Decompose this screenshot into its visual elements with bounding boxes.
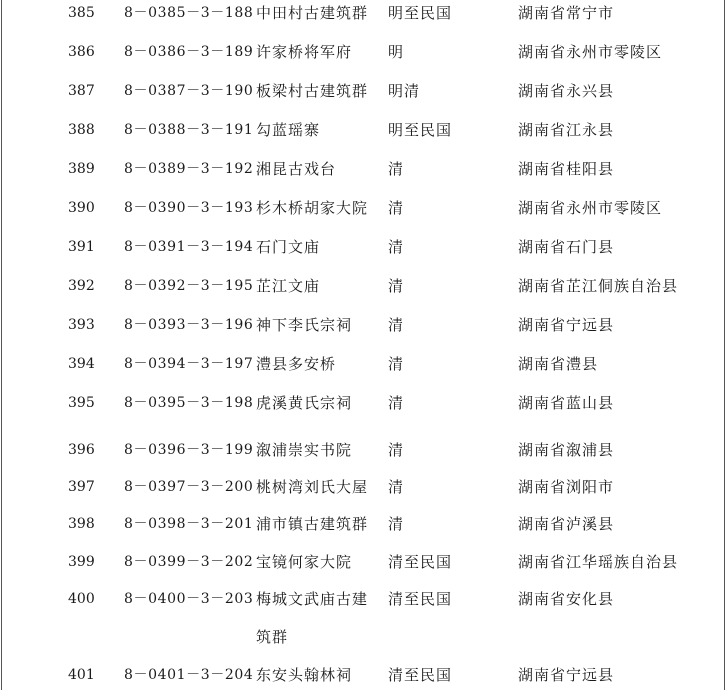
row-number: 386 — [68, 44, 95, 60]
table-row — [0, 477, 728, 509]
table-row — [0, 665, 728, 697]
row-number: 390 — [68, 200, 95, 216]
site-location: 湖南省江华瑶族自治县 — [518, 553, 679, 571]
site-location: 湖南省永州市零陵区 — [518, 199, 663, 217]
row-number: 399 — [68, 554, 95, 570]
site-location: 湖南省江永县 — [518, 121, 615, 139]
site-era: 清 — [388, 355, 405, 373]
site-location: 湖南省永州市零陵区 — [518, 43, 663, 61]
site-name: 石门文庙 — [256, 238, 321, 256]
table-row — [0, 315, 728, 347]
table-row — [0, 552, 728, 584]
table-row — [0, 120, 728, 152]
site-location: 湖南省永兴县 — [518, 82, 615, 100]
site-name: 芷江文庙 — [256, 277, 321, 295]
site-name: 浦市镇古建筑群 — [256, 515, 369, 533]
site-era: 清至民国 — [388, 666, 453, 684]
site-code: 8－0393－3－196 — [124, 317, 254, 333]
site-era: 明至民国 — [388, 4, 453, 22]
site-location: 湖南省宁远县 — [518, 316, 615, 334]
site-location: 湖南省宁远县 — [518, 666, 615, 684]
site-code: 8－0385－3－188 — [124, 5, 254, 21]
site-location: 湖南省芷江侗族自治县 — [518, 277, 679, 295]
table-row — [0, 440, 728, 472]
table-row — [0, 237, 728, 269]
site-name: 神下李氏宗祠 — [256, 316, 353, 334]
site-code: 8－0401－3－204 — [124, 667, 254, 683]
site-location: 湖南省常宁市 — [518, 4, 615, 22]
site-era: 明 — [388, 43, 405, 61]
site-era: 清 — [388, 515, 405, 533]
site-era: 清 — [388, 394, 405, 412]
row-number: 395 — [68, 395, 95, 411]
site-era: 明清 — [388, 82, 421, 100]
site-era: 清 — [388, 277, 405, 295]
site-code: 8－0389－3－192 — [124, 161, 254, 177]
site-era: 清 — [388, 199, 405, 217]
row-number: 394 — [68, 356, 95, 372]
row-number: 396 — [68, 442, 95, 458]
site-era: 清 — [388, 441, 405, 459]
site-name: 溆浦崇实书院 — [256, 441, 353, 459]
table-row — [0, 3, 728, 35]
site-code: 8－0391－3－194 — [124, 239, 254, 255]
site-location: 湖南省浏阳市 — [518, 478, 615, 496]
site-code: 8－0397－3－200 — [124, 479, 254, 495]
table-row — [0, 81, 728, 113]
site-location: 湖南省溆浦县 — [518, 441, 615, 459]
site-name: 许家桥将军府 — [256, 43, 353, 61]
site-name-continuation: 筑群 — [256, 628, 289, 646]
site-name: 湘昆古戏台 — [256, 160, 337, 178]
site-code: 8－0394－3－197 — [124, 356, 254, 372]
table-row — [0, 198, 728, 230]
site-code: 8－0398－3－201 — [124, 516, 254, 532]
table-row — [0, 514, 728, 546]
row-number: 389 — [68, 161, 95, 177]
row-number: 393 — [68, 317, 95, 333]
site-name: 宝镜何家大院 — [256, 553, 353, 571]
row-number: 398 — [68, 516, 95, 532]
site-code: 8－0400－3－203 — [124, 591, 254, 607]
site-era: 清 — [388, 316, 405, 334]
site-era: 清至民国 — [388, 553, 453, 571]
site-name: 板梁村古建筑群 — [256, 82, 369, 100]
table-row — [0, 393, 728, 425]
site-location: 湖南省桂阳县 — [518, 160, 615, 178]
site-code: 8－0390－3－193 — [124, 200, 254, 216]
site-era: 清 — [388, 238, 405, 256]
row-number: 391 — [68, 239, 95, 255]
site-name: 杉木桥胡家大院 — [256, 199, 369, 217]
row-number: 400 — [68, 591, 95, 607]
row-number: 388 — [68, 122, 95, 138]
site-location: 湖南省安化县 — [518, 590, 615, 608]
site-era: 清 — [388, 478, 405, 496]
site-code: 8－0395－3－198 — [124, 395, 254, 411]
table-row — [0, 589, 728, 646]
table-row — [0, 276, 728, 308]
site-location: 湖南省石门县 — [518, 238, 615, 256]
site-name: 勾蓝瑶寨 — [256, 121, 321, 139]
row-number: 387 — [68, 83, 95, 99]
site-location: 湖南省泸溪县 — [518, 515, 615, 533]
site-name: 中田村古建筑群 — [256, 4, 369, 22]
site-era: 清 — [388, 160, 405, 178]
site-code: 8－0386－3－189 — [124, 44, 254, 60]
site-code: 8－0387－3－190 — [124, 83, 254, 99]
site-location: 湖南省蓝山县 — [518, 394, 615, 412]
site-era: 清至民国 — [388, 590, 453, 608]
site-name: 桃树湾刘氏大屋 — [256, 478, 369, 496]
site-code: 8－0388－3－191 — [124, 122, 254, 138]
row-number: 397 — [68, 479, 95, 495]
site-location: 湖南省澧县 — [518, 355, 599, 373]
table-row — [0, 42, 728, 74]
site-code: 8－0396－3－199 — [124, 442, 254, 458]
site-era: 明至民国 — [388, 121, 453, 139]
site-code: 8－0392－3－195 — [124, 278, 254, 294]
row-number: 401 — [68, 667, 95, 683]
site-name: 澧县多安桥 — [256, 355, 337, 373]
row-number: 392 — [68, 278, 95, 294]
table-row — [0, 354, 728, 386]
site-name: 虎溪黄氏宗祠 — [256, 394, 353, 412]
site-name: 东安头翰林祠 — [256, 666, 353, 684]
row-number: 385 — [68, 5, 95, 21]
site-code: 8－0399－3－202 — [124, 554, 254, 570]
table-row — [0, 159, 728, 191]
site-name: 梅城文武庙古建 — [256, 590, 369, 608]
